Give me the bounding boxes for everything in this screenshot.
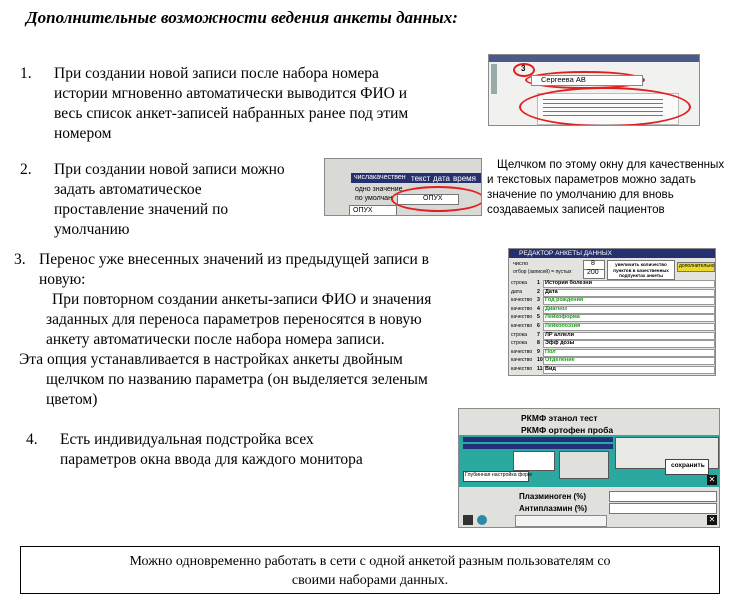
close-button-2[interactable] bbox=[707, 515, 717, 525]
selection-value: 200 bbox=[587, 269, 599, 276]
globe-icon[interactable] bbox=[477, 515, 487, 525]
patient-name: Сергеева АВ bbox=[541, 75, 586, 84]
item-1-line: При создании новой записи после набора номера bbox=[54, 65, 379, 82]
item-3-line: Эта опция устанавливается в настройках анкеты двойным bbox=[19, 351, 403, 368]
editor-row-index: 3 bbox=[537, 297, 540, 304]
editor-row-label: Пол bbox=[545, 348, 556, 355]
footer-box bbox=[20, 546, 720, 594]
editor-row-label: Вид bbox=[545, 366, 556, 372]
editor-row-index: 2 bbox=[537, 288, 540, 295]
tab-number[interactable]: числа bbox=[354, 174, 374, 181]
editor-row-index: 11 bbox=[537, 366, 543, 372]
editor-row[interactable] bbox=[511, 280, 715, 288]
note-line: создаваемых записей пациентов bbox=[487, 203, 665, 216]
screenshot-default-value bbox=[324, 158, 482, 216]
increase-points-button[interactable] bbox=[607, 260, 675, 280]
close-icon: ✕ bbox=[708, 515, 716, 524]
navigator-bar[interactable] bbox=[515, 515, 607, 527]
tool-icon[interactable] bbox=[463, 515, 473, 525]
item-4-line: параметров окна ввода для каждого монитора bbox=[60, 451, 363, 468]
editor-row-label: Дата bbox=[545, 288, 558, 295]
editor-row[interactable] bbox=[511, 297, 715, 305]
item-3-line: Перенос уже внесенных значений из предыдущей записи в bbox=[39, 251, 429, 268]
item-2 bbox=[20, 160, 330, 240]
editor-row-index: 9 bbox=[537, 348, 540, 355]
increase-points-label: увеличить количество пунктов в качественных подпунктах анкеты bbox=[613, 262, 669, 278]
editor-title: РЕДАКТОР АНКЕТЫ ДАННЫХ bbox=[519, 250, 612, 257]
editor-row-index: 5 bbox=[537, 314, 540, 321]
plasminogen-label: Плазминоген (%) bbox=[519, 492, 586, 501]
window-titlebar bbox=[489, 55, 700, 62]
editor-row[interactable] bbox=[511, 306, 715, 314]
item-1-line: весь список анкет-записей набранных ранее под этим bbox=[54, 105, 409, 122]
item-2-line: задать автоматическое bbox=[54, 181, 202, 198]
selection-label: отбор (записей) = пустых bbox=[513, 269, 572, 275]
note-line: Щелчком по этому окну для качественных bbox=[497, 158, 725, 171]
editor-row-type: качество bbox=[511, 314, 533, 321]
icon-strip bbox=[491, 64, 497, 94]
test-title-1: РКМФ этанол тест bbox=[521, 413, 598, 423]
item-3-number: 3. bbox=[14, 251, 26, 268]
editor-row-index: 7 bbox=[537, 331, 540, 338]
item-3-line: новую: bbox=[39, 271, 86, 288]
item-4-line: Есть индивидуальная подстройка всех bbox=[60, 431, 314, 448]
item-3-line: анкету автоматически после набора номера записи. bbox=[46, 331, 385, 348]
record-number-badge: 3 bbox=[521, 64, 526, 73]
item-3 bbox=[14, 250, 494, 410]
tab-time[interactable]: время bbox=[453, 174, 476, 183]
item-4 bbox=[26, 430, 426, 470]
single-value-label: одно значение bbox=[355, 186, 403, 193]
item-2-number: 2. bbox=[20, 161, 32, 178]
highlight-record-list bbox=[519, 87, 691, 126]
tab-quality[interactable]: качествен bbox=[373, 174, 406, 181]
editor-row-label: Год рождения bbox=[545, 297, 584, 304]
item-2-line: проставление значений по bbox=[54, 201, 229, 218]
item-3-line: щелчком по названию параметра (он выделяется зеленым bbox=[46, 371, 428, 388]
save-button-label: сохранить bbox=[671, 462, 705, 469]
count-value: 8 bbox=[591, 260, 595, 267]
editor-row-type: качество bbox=[511, 297, 533, 304]
tab-date[interactable]: дата bbox=[433, 174, 450, 183]
screenshot-form-editor bbox=[508, 248, 716, 376]
editor-row-field[interactable] bbox=[543, 349, 715, 357]
editor-row-label: История болезни bbox=[545, 280, 593, 286]
editor-row-type: дата bbox=[511, 288, 523, 295]
footer-line: своими наборами данных. bbox=[291, 573, 449, 588]
default-label: по умолчан bbox=[355, 195, 392, 202]
editor-row[interactable] bbox=[511, 323, 715, 331]
plasminogen-field[interactable] bbox=[609, 491, 717, 502]
settings-text-box bbox=[513, 451, 555, 471]
antiplasmin-field[interactable] bbox=[609, 503, 717, 514]
note-line: и текстовых параметров можно задать bbox=[487, 173, 696, 186]
default-value: ОПУХ bbox=[423, 195, 443, 202]
editor-row-type: качество bbox=[511, 348, 533, 355]
editor-row-type: качество bbox=[511, 305, 533, 312]
editor-row[interactable] bbox=[511, 314, 715, 322]
editor-row-label: Лейкопоэзия bbox=[545, 323, 581, 329]
editor-row-field[interactable] bbox=[543, 306, 715, 314]
default-value-note bbox=[487, 157, 737, 217]
settings-tabs-row1[interactable] bbox=[463, 437, 613, 442]
editor-row-label: Диагноз bbox=[545, 305, 567, 312]
preview-box bbox=[559, 451, 609, 479]
antiplasmin-label: Антиплазмин (%) bbox=[519, 504, 588, 513]
extra-button-label: дополнительно bbox=[679, 263, 715, 269]
item-2-line: При создании новой записи можно bbox=[54, 161, 285, 178]
editor-row[interactable] bbox=[511, 289, 715, 297]
item-4-number: 4. bbox=[26, 431, 38, 448]
editor-row-type: качество bbox=[511, 366, 533, 372]
screenshot-monitor-settings bbox=[458, 408, 720, 528]
footer-line: Можно одновременно работать в сети с одной анкетой разным пользователям со bbox=[129, 554, 611, 569]
editor-row[interactable] bbox=[511, 340, 715, 348]
editor-row-index: 4 bbox=[537, 305, 540, 312]
highlight-default-field bbox=[391, 186, 482, 212]
editor-row[interactable] bbox=[511, 349, 715, 357]
editor-row-index: 1 bbox=[537, 280, 540, 286]
item-1-number: 1. bbox=[20, 65, 32, 82]
item-1-line: номером bbox=[54, 125, 112, 142]
value-list-item: ОПУХ bbox=[353, 207, 373, 214]
editor-row-type: качество bbox=[511, 357, 533, 364]
editor-row-type: качество bbox=[511, 323, 533, 329]
item-1-line: истории мгновенно автоматически выводится ФИО и bbox=[54, 85, 408, 102]
editor-row-index: 6 bbox=[537, 323, 540, 329]
editor-row[interactable] bbox=[511, 332, 715, 340]
item-2-line: умолчанию bbox=[54, 221, 130, 238]
count-label: число bbox=[513, 261, 529, 267]
item-1 bbox=[20, 64, 470, 144]
page-title: Дополнительные возможности ведения анкеты данных: bbox=[26, 8, 458, 27]
editor-row-label: Эфф дозы bbox=[545, 340, 575, 347]
item-3-line: цветом) bbox=[46, 391, 98, 408]
note-line: значение по умолчанию для вновь bbox=[487, 188, 674, 201]
deep-config-label: Глубинная настройка форм bbox=[465, 472, 532, 478]
tab-text[interactable]: текст bbox=[411, 174, 431, 183]
editor-row-field[interactable] bbox=[543, 289, 715, 297]
editor-row-label: Отделение bbox=[545, 357, 575, 364]
test-title-2: РКМФ ортофен проба bbox=[521, 425, 614, 435]
editor-row-type: строка bbox=[511, 331, 528, 338]
editor-row-type: строка bbox=[511, 280, 528, 286]
close-button[interactable] bbox=[707, 475, 717, 485]
editor-row[interactable] bbox=[511, 357, 715, 365]
editor-row-label: ЛР аллели bbox=[545, 331, 574, 338]
editor-row-index: 10 bbox=[537, 357, 543, 364]
editor-row-field[interactable] bbox=[543, 366, 715, 374]
settings-tabs-row2[interactable] bbox=[463, 444, 613, 449]
close-icon: ✕ bbox=[708, 475, 716, 484]
editor-row[interactable] bbox=[511, 366, 715, 374]
editor-row-label: Лейкоформа bbox=[545, 314, 580, 321]
screenshot-record-lookup bbox=[488, 54, 700, 126]
item-3-line: При повторном создании анкеты-записи ФИО и значения bbox=[52, 291, 432, 308]
editor-row-index: 8 bbox=[537, 340, 540, 347]
item-3-line: заданных для переноса параметров переносятся в новую bbox=[46, 311, 422, 328]
editor-row-type: строка bbox=[511, 340, 528, 347]
